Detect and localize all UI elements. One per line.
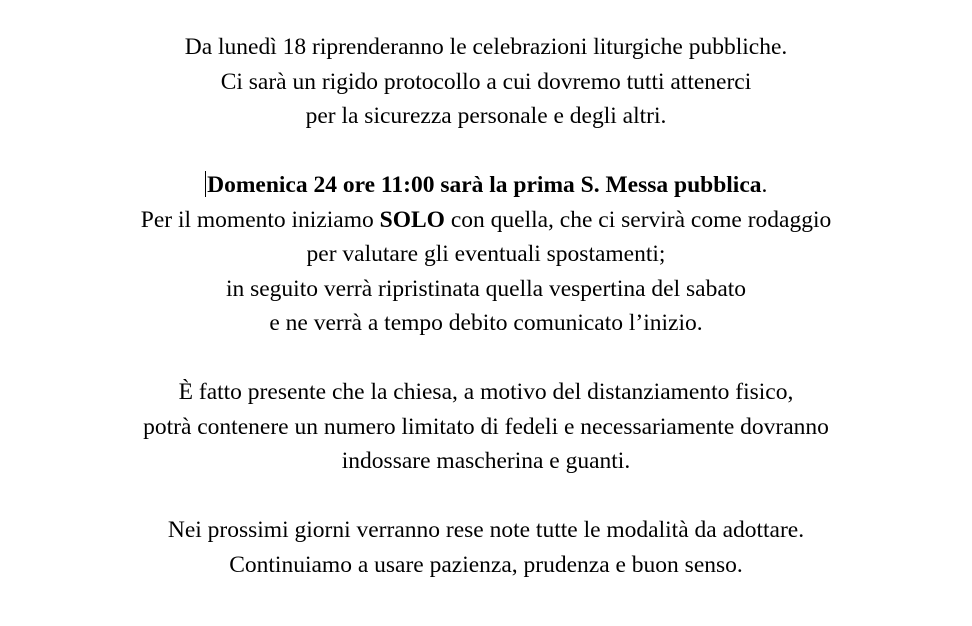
- text-line: indossare mascherina e guanti.: [341, 448, 631, 474]
- text-line: in seguito verrà ripristinata quella vespertina del sabato: [225, 275, 747, 302]
- text-line: e ne verrà a tempo debito comunicato l’inizio.: [269, 310, 703, 336]
- text-line: per la sicurezza personale e degli altri.: [305, 103, 667, 129]
- text-line: Nei prossimi giorni verranno rese note tutte le modalità da adottare.: [167, 517, 805, 543]
- text-line: [0, 203, 972, 238]
- text-line: È fatto presente che la chiesa, a motivo del distanziamento fisico,: [178, 379, 794, 405]
- first-mass-announcement: Domenica 24 ore 11:00 sarà la prima S. Messa pubblica: [207, 172, 762, 198]
- paragraph-closing: [0, 513, 972, 582]
- paragraph-first-mass: [0, 168, 972, 341]
- text-line: per valutare gli eventuali spostamenti;: [306, 241, 666, 267]
- text-line: Da lunedì 18 riprenderanno le celebrazioni liturgiche pubbliche.: [184, 34, 788, 60]
- text-line: potrà contenere un numero limitato di fedeli e necessariamente dovranno: [143, 413, 829, 440]
- text-line: Continuiamo a usare pazienza, prudenza e buon senso.: [229, 551, 743, 578]
- paragraph-capacity: [0, 375, 972, 479]
- text-cursor: [205, 171, 207, 197]
- text-line: [0, 168, 972, 203]
- text-line: Ci sarà un rigido protocollo a cui dovremo tutti attenerci: [220, 68, 752, 95]
- text-fragment: con quella, che ci servirà come rodaggio: [444, 206, 832, 233]
- paragraph-resumption: [0, 30, 972, 134]
- text-fragment: Per il momento iniziamo: [140, 206, 380, 233]
- text-fragment: .: [761, 172, 768, 198]
- document-body: [0, 30, 972, 617]
- emphasis-solo: SOLO: [379, 206, 445, 233]
